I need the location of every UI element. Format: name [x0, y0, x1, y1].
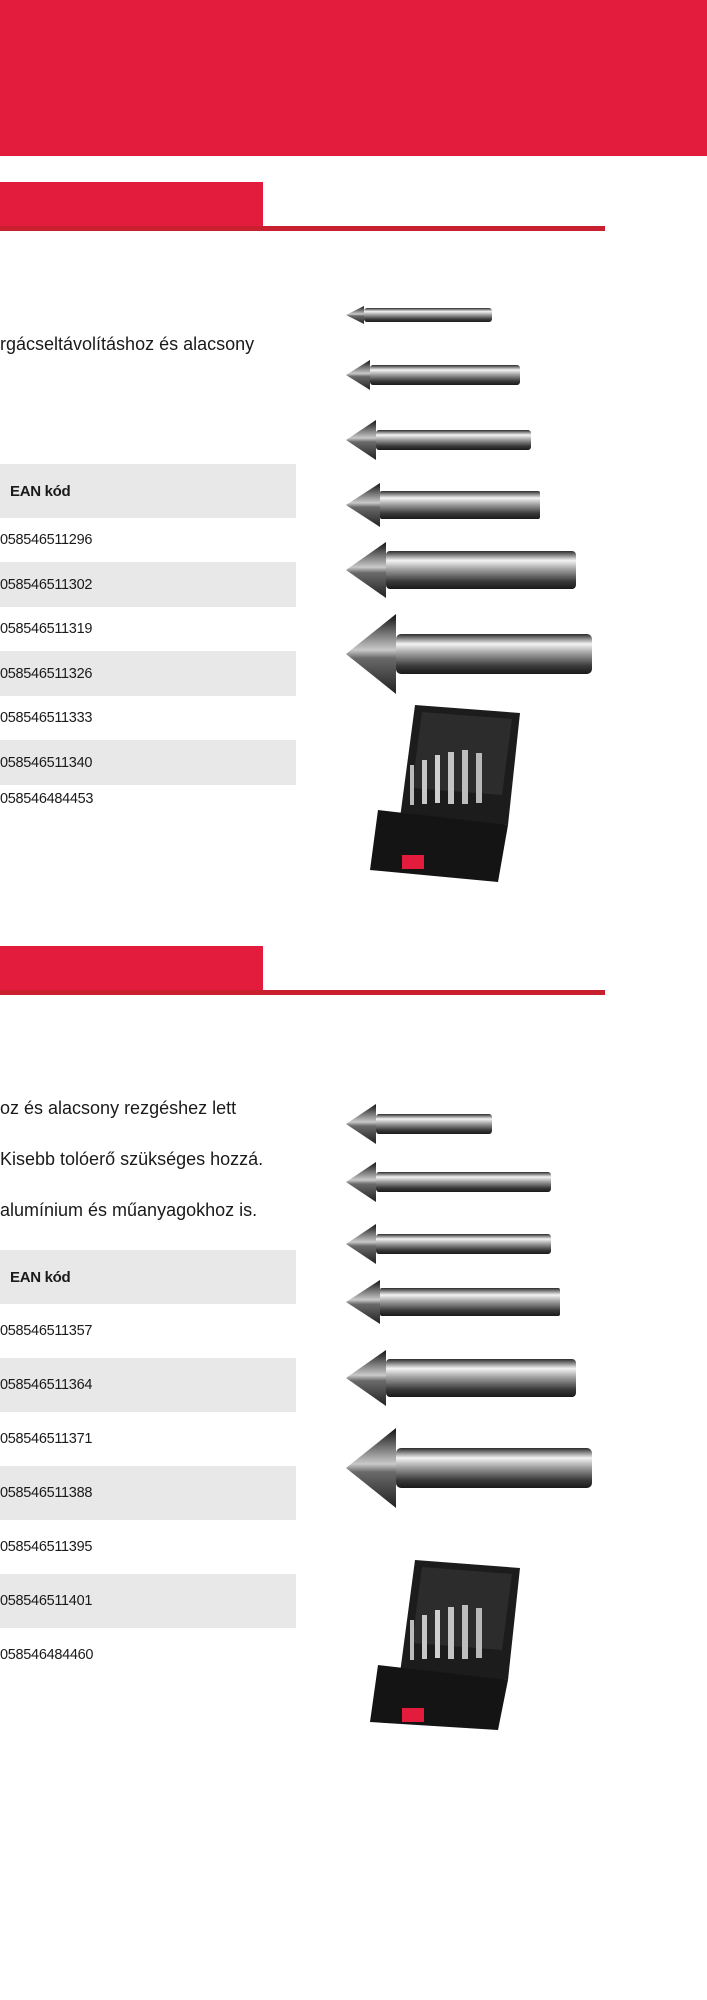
table-row: 058546511319	[0, 621, 93, 637]
section-2-description-line-2: Kisebb tolóerő szükséges hozzá.	[0, 1149, 264, 1169]
section-1-rule	[0, 226, 605, 231]
table-row: 058546484460	[0, 1647, 94, 1663]
table-row: 058546511401	[0, 1574, 296, 1628]
table-row: 058546511333	[0, 710, 93, 726]
countersink-bit-icon	[346, 1428, 592, 1508]
top-banner	[0, 0, 707, 156]
bit-set-case-icon	[370, 705, 520, 882]
section-2-tab	[0, 946, 263, 990]
countersink-bit-icon	[346, 614, 592, 694]
bit-set-case-icon	[370, 1560, 520, 1730]
countersink-bit-icon	[346, 542, 576, 598]
section-1-ean-table	[0, 464, 296, 813]
countersink-bit-icon	[346, 1280, 560, 1324]
section-1-description: rgácseltávolításhoz és alacsony	[0, 334, 255, 354]
countersink-bit-icon	[346, 360, 520, 390]
ean-column-header: EAN kód	[0, 464, 296, 518]
section-2-ean-table	[0, 1250, 296, 1682]
table-row: 058546511371	[0, 1431, 93, 1447]
section-2-description-line-1: oz és alacsony rezgéshez lett	[0, 1098, 237, 1118]
table-row: 058546511395	[0, 1539, 93, 1555]
countersink-bit-icon	[346, 1224, 551, 1264]
countersink-bit-icon	[346, 483, 540, 527]
countersink-bit-icon	[346, 1162, 551, 1202]
table-row: 058546511302	[0, 562, 296, 607]
table-row: 058546511364	[0, 1358, 296, 1412]
countersink-bit-icon	[346, 1104, 492, 1144]
section-2-rule	[0, 990, 605, 995]
countersink-bit-icon	[346, 306, 492, 324]
section-1-tab	[0, 182, 263, 226]
table-row: 058546511296	[0, 532, 93, 548]
table-row: 058546511388	[0, 1466, 296, 1520]
section-2-description-line-3: alumínium és műanyagokhoz is.	[0, 1200, 258, 1220]
table-row: 058546511357	[0, 1323, 93, 1339]
table-row: 058546484453	[0, 791, 94, 807]
ean-column-header: EAN kód	[0, 1250, 296, 1304]
section-1-product-images	[330, 290, 630, 890]
countersink-bit-icon	[346, 420, 531, 460]
section-2-product-images	[330, 1090, 630, 1730]
table-row: 058546511340	[0, 740, 296, 785]
table-row: 058546511326	[0, 651, 296, 696]
countersink-bit-icon	[346, 1350, 576, 1406]
